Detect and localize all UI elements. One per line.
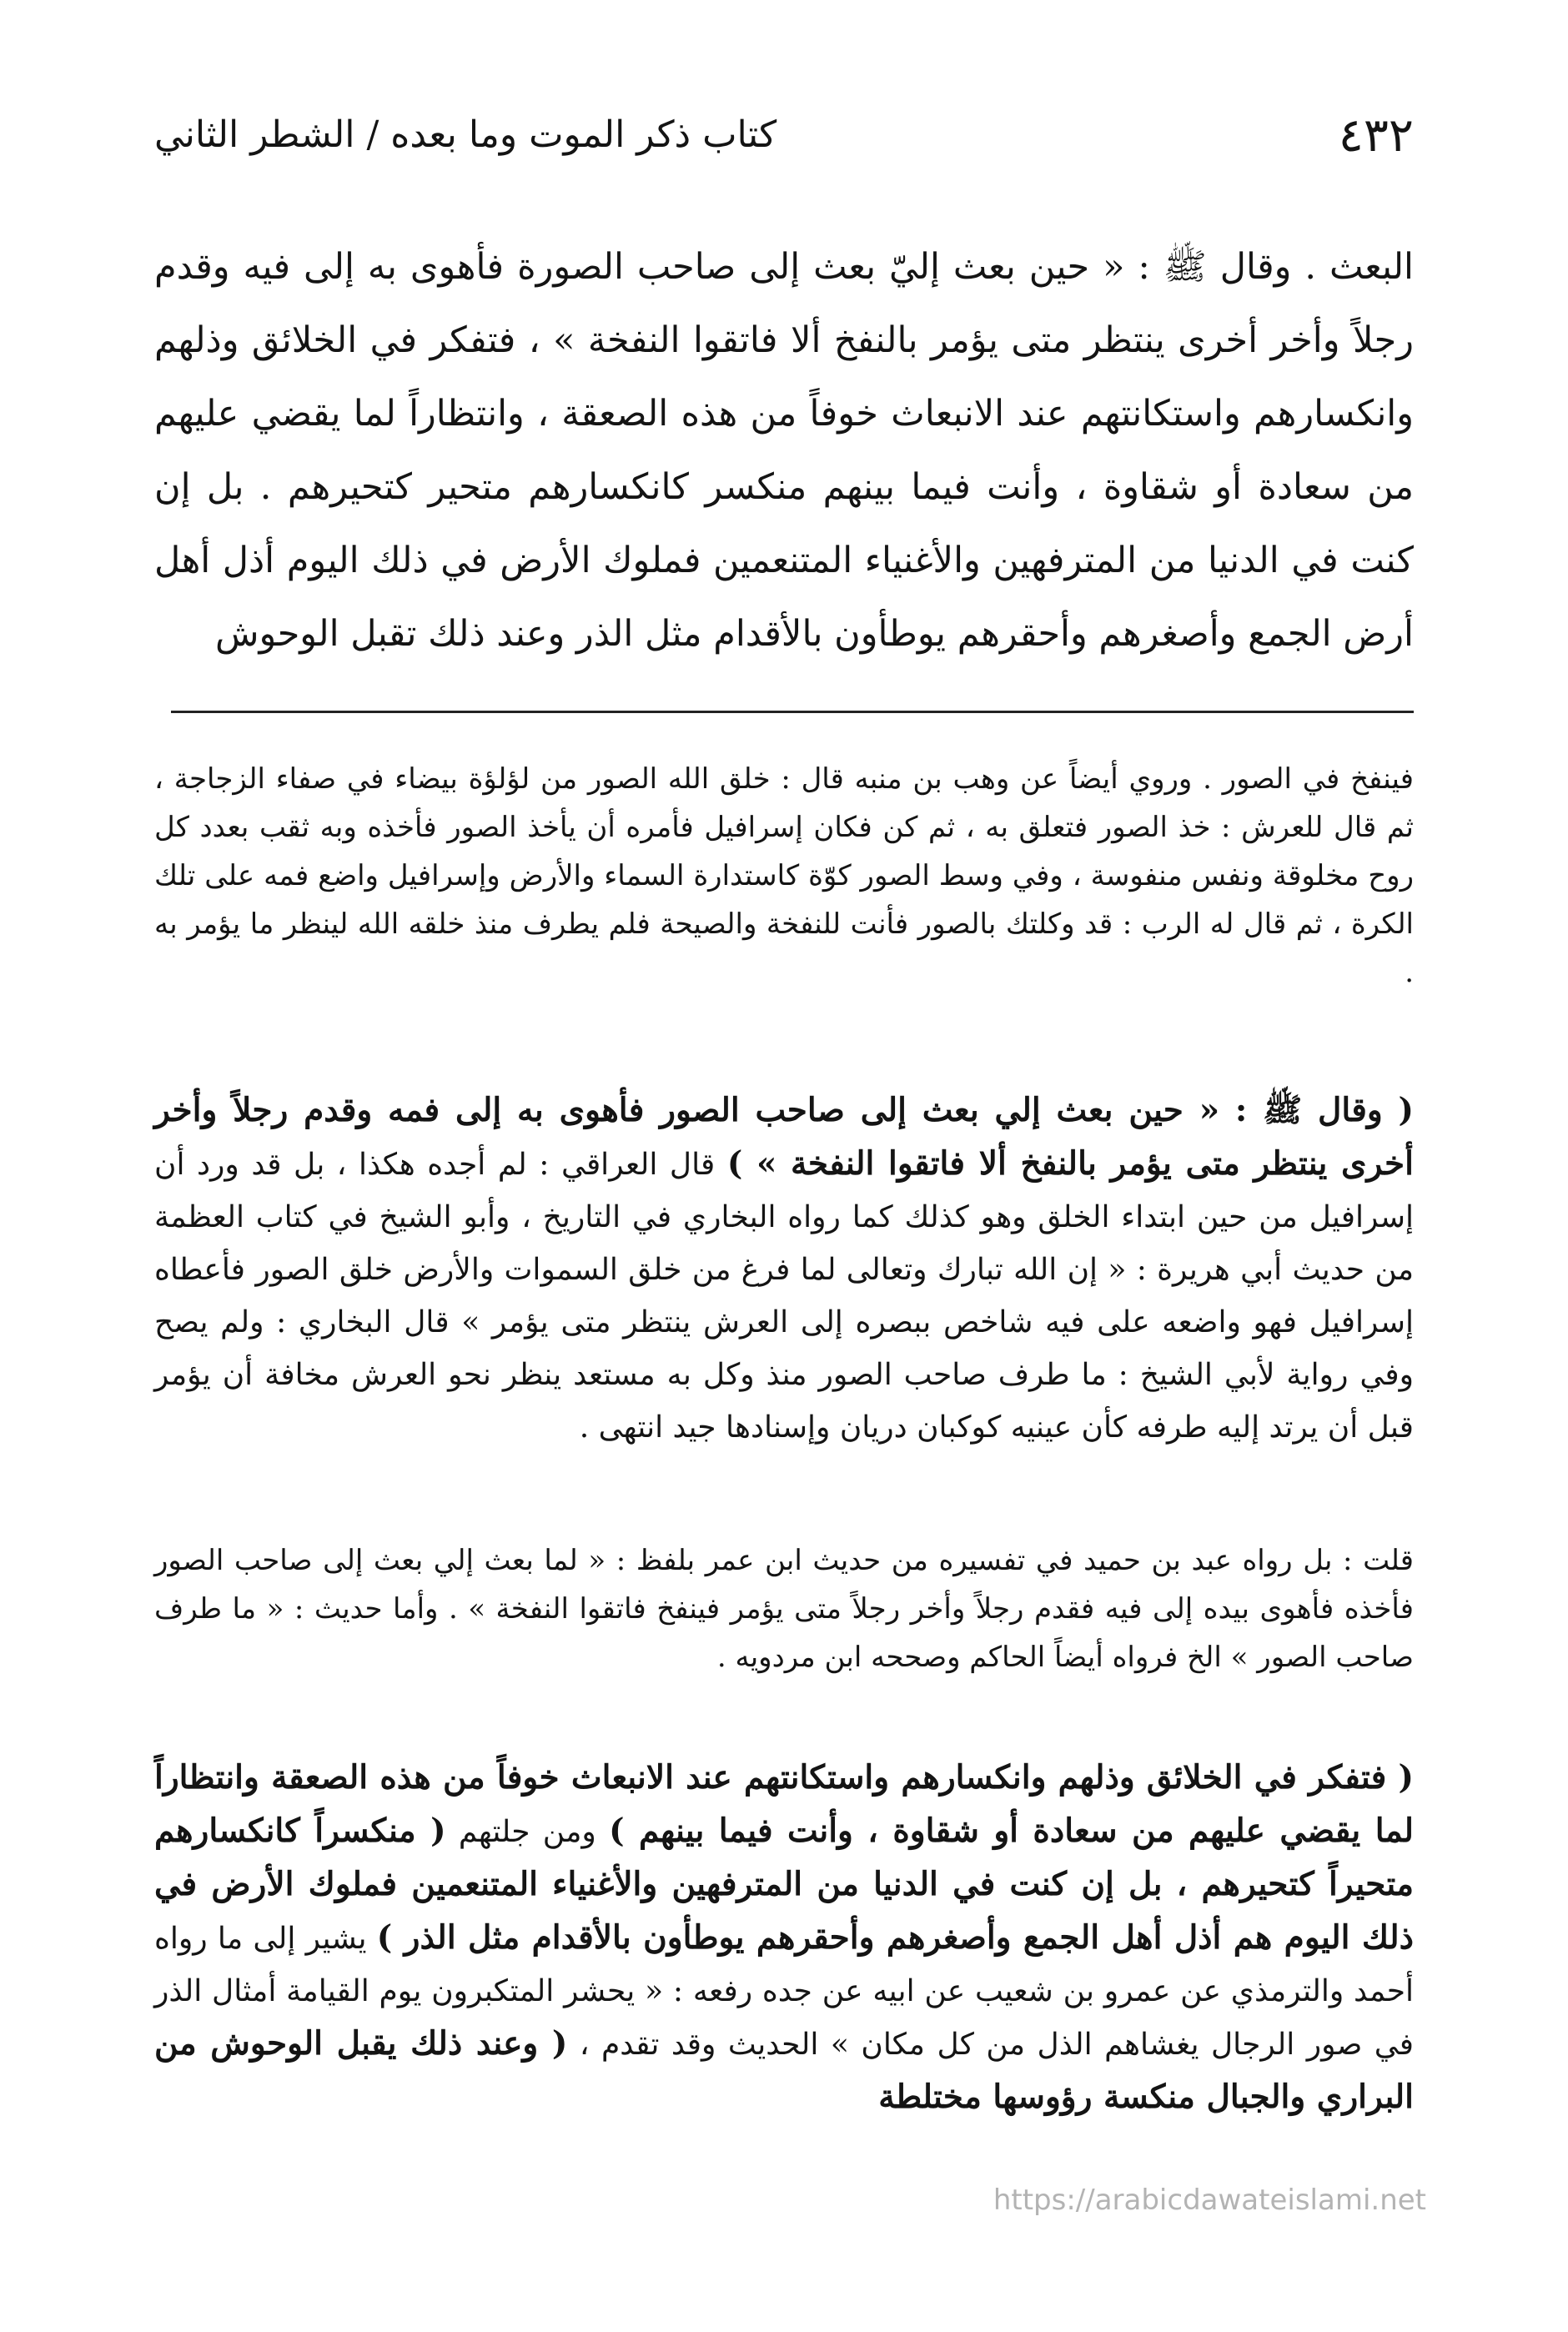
footnote-divider — [171, 711, 1414, 713]
quoted-matn: ( وقال ﷺ : « حين بعث إلي بعث إلى صاحب الصور فأهوى به إلى فمه وقدم رجلاً وأخر أخرى ينتظر متى يؤمر بالنفخ ألا فاتقوا النفخة » ) — [154, 1091, 1414, 1183]
quoted-matn: ( فتفكر في الخلائق وذلهم وانكسارهم واستكانتهم عند الانبعاث خوفاً من هذه الصعقة وانتظاراً لما يقضي عليهم من سعادة أو شقاوة ، وأنت فيما بينهم ) — [154, 1758, 1415, 1850]
footnote — [154, 755, 1414, 997]
page-header — [154, 108, 1414, 175]
main-text: البعث . وقال ﷺ : « حين بعث إليّ بعث إلى صاحب الصورة فأهوى به إلى فيه وقدم رجلاً وأخر أخرى ينتظر متى يؤمر بالنفخ ألا فاتقوا النفخة » ، فتفكر في الخلائق وذلهم وانكسارهم واستكانتهم عند الانبعاث خوفاً من هذه الصعقة ، وانتظاراً لما يقضي عليهم من سعادة أو شقاوة ، وأنت فيما بينهم منكسر كانكسارهم متحير كتحيرهم . بل إن كنت في الدنيا من المترفهين والأغنياء المتنعمين فملوك الأرض في ذلك اليوم أذل أهل أرض الجمع وأصغرهم وأحقرهم يوطأون بالأقدام مثل الذر وعند ذلك تقبل الوحوش — [154, 246, 1414, 655]
sharh-text: قال العراقي : لم أجده هكذا ، بل قد ورد أن إسرافيل من حين ابتداء الخلق وهو كذلك كما رواه البخاري في التاريخ ، وأبو الشيخ في كتاب العظمة من حديث أبي هريرة : « إن الله تبارك وتعالى لما فرغ من خلق السموات والأرض خلق الصور فأعطاه إسرافيل فهو واضعه على فيه شاخص ببصره إلى العرش ينتظر متى يؤمر » قال البخاري : ولم يصح وفي رواية لأبي الشيخ : ما طرف صاحب الصور منذ وكل به مستعد ينظر نحو العرش مخافة أن يؤمر قبل أن يرتد إليه طرفه كأن عينيه كوكبان دريان وإسنادها جيد انتهى . — [154, 1148, 1415, 1445]
commentary-paragraph-1 — [154, 1084, 1414, 1454]
commentary-block-3 — [154, 1752, 1414, 2124]
running-title: كتاب ذكر الموت وما بعده / الشطر الثاني — [154, 113, 777, 156]
commentary-block-2 — [154, 1536, 1414, 1681]
quoted-matn: ( وعند ذلك يقبل الوحوش من البراري والجبال منكسة رؤوسها مختلطة — [154, 2024, 1414, 2116]
quoted-matn: ( منكسراً كانكسارهم متحيراً كتحيرهم ، بل إن كنت في الدنيا من المترفهين والأغنياء المتنعمين فملوك الأرض في ذلك اليوم هم أذل أهل الجمع وأصغرهم وأحقرهم يوطأون بالأقدام مثل الذر ) — [154, 1812, 1414, 1957]
commentary-paragraph-2: قلت : بل رواه عبد بن حميد في تفسيره من حديث ابن عمر بلفظ : « لما بعث إلي بعث إلى صاحب الصور فأخذه فأهوى بيده إلى فيه فقدم رجلاً وأخر رجلاً متى يؤمر فينفخ فاتقوا النفخة » . وأما حديث : « ما طرف صاحب الصور » الخ فرواه أيضاً الحاكم وصححه ابن مردويه . — [154, 1544, 1414, 1674]
sharh-text: ومن جلتهم — [458, 1815, 596, 1849]
page-number: ٤٣٢ — [1338, 108, 1414, 163]
commentary-paragraph-3 — [154, 1752, 1414, 2124]
footnote-text: فينفخ في الصور . وروي أيضاً عن وهب بن منبه قال : خلق الله الصور من لؤلؤة بيضاء في صفاء الزجاجة ، ثم قال للعرش : خذ الصور فتعلق به ، ثم كن فكان إسرافيل فأمره أن يأخذ الصور فأخذه وبه ثقب بعدد كل روح مخلوقة ونفس منفوسة ، وفي وسط الصور كوّة كاستدارة السماء والأرض وإسرافيل واضع فمه على تلك الكرة ، ثم قال له الرب : قد وكلتك بالصور فأنت للنفخة والصيحة فلم يطرف منذ خلقه الله لينظر ما يؤمر به . — [154, 762, 1414, 989]
commentary-block-1 — [154, 1084, 1414, 1454]
watermark-url: https://arabicdawateislami.net — [993, 2184, 1426, 2217]
sharh-text: يشير إلى ما رواه أحمد والترمذي عن عمرو بن شعيب عن ابيه عن جده رفعه : « يحشر المتكبرون يوم القيامة أمثال الذر في صور الرجال يغشاهم الذل من كل مكان » الحديث وقد تقدم ، — [154, 1922, 1415, 2062]
